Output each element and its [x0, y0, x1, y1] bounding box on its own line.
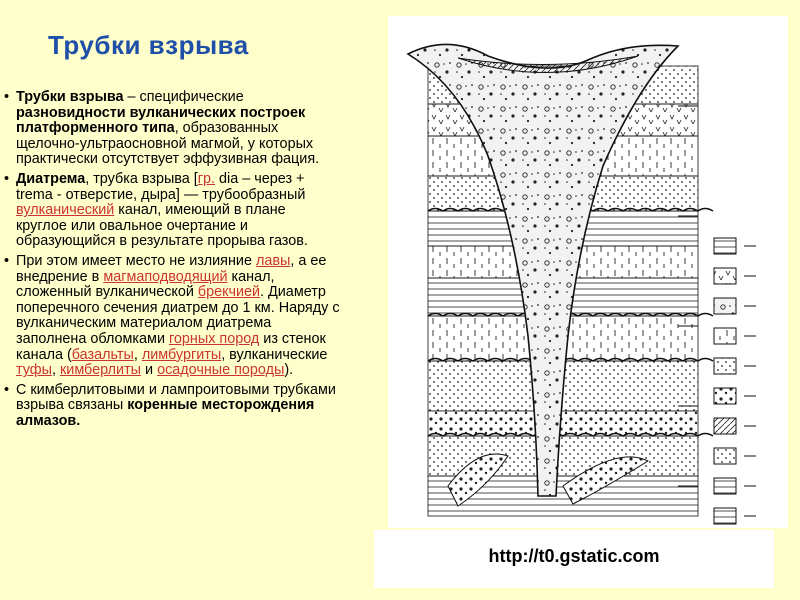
caption-box: [374, 530, 774, 588]
bullet-icon: •: [4, 89, 10, 105]
link-lavy[interactable]: лавы: [255, 252, 291, 269]
p3-text-10: ).: [284, 362, 294, 379]
bullet-icon: •: [4, 252, 10, 269]
term-mestorozhdeniya: коренные месторождения алмазов.: [16, 397, 315, 429]
link-magmapodvodyashchiy[interactable]: магмаподводящий: [103, 268, 228, 285]
legend-swatch: [714, 238, 736, 254]
body-text: [4, 90, 340, 433]
paragraph-trubki: [4, 90, 340, 168]
paragraph-vnedrenie: [4, 254, 340, 379]
p1-text-1: – специфические: [123, 89, 244, 105]
p1-text-2: , образованных щелочно-ультраосновной магмой, у которых практически отсутствует эффузивная фация.: [16, 120, 320, 168]
p3-text-7: , вулканические: [221, 346, 328, 363]
link-gr[interactable]: гр.: [197, 170, 216, 187]
diatreme-diagram: [388, 16, 788, 528]
link-brekchiey[interactable]: брекчией: [197, 284, 261, 301]
term-trubki: Трубки взрыва: [16, 89, 124, 105]
link-gornykh-porod[interactable]: горных пород: [168, 330, 260, 347]
bullet-icon: •: [4, 381, 10, 398]
link-vulkanicheskiy[interactable]: вулканический: [16, 202, 115, 219]
link-limburgity[interactable]: лимбургиты: [141, 346, 222, 363]
link-tufy[interactable]: туфы: [16, 362, 52, 379]
p4-text-1: С кимберлитовыми и лампроитовыми трубками взрыва связаны: [16, 381, 336, 414]
source-caption: http://t0.gstatic.com: [488, 546, 660, 566]
link-kimberlity[interactable]: кимберлиты: [59, 362, 142, 379]
p3-text-8: ,: [51, 362, 60, 379]
legend-swatch: [714, 508, 736, 524]
term-raznovidnosti: разновидности вулканических построек платформенного типа: [16, 104, 306, 137]
legend-swatch: [714, 478, 736, 494]
legend-swatch: [714, 418, 736, 434]
legend-swatch: [714, 328, 736, 344]
bullet-icon: •: [4, 170, 10, 187]
p2-text-3: канал, имеющий в плане круглое или овальное очертание и образующийся в результате прорыва газов.: [16, 202, 308, 250]
diatreme-cross-section-figure: [388, 16, 788, 528]
slide-title: Трубки взрыва: [48, 30, 249, 60]
link-osadochnye-porody[interactable]: осадочные породы: [157, 362, 285, 379]
link-bazalty[interactable]: базальты: [71, 346, 134, 363]
stratum-layer: [428, 411, 698, 436]
p3-text-4: . Диаметр поперечного сечения диатрем до 1 км. Наряду с вулканическим материалом диатрема заполнена обломками: [16, 284, 340, 347]
legend-swatch: [714, 448, 736, 464]
paragraph-almazy: [4, 383, 340, 430]
term-diatrema: Диатрема: [16, 170, 86, 187]
p2-text-1: , трубка взрыва [: [85, 170, 198, 187]
legend-swatch: [714, 268, 736, 284]
p3-text-2: , а ее внедрение в: [16, 252, 327, 285]
p3-text-1: При этом имеет место не излияние: [16, 252, 256, 269]
legend-swatch: [714, 388, 736, 404]
p3-text-6: ,: [133, 346, 142, 363]
legend-swatch: [714, 298, 736, 314]
p3-text-5: из стенок канала (: [16, 330, 326, 363]
p3-text-9: и: [141, 362, 158, 379]
p3-text-3: канал, сложенный вулканической: [16, 268, 275, 301]
paragraph-diatrema: [4, 172, 340, 250]
p2-text-2: dia – через + trema - отверстие, дыра] — трубообразный: [16, 170, 306, 203]
legend-swatch: [714, 358, 736, 374]
